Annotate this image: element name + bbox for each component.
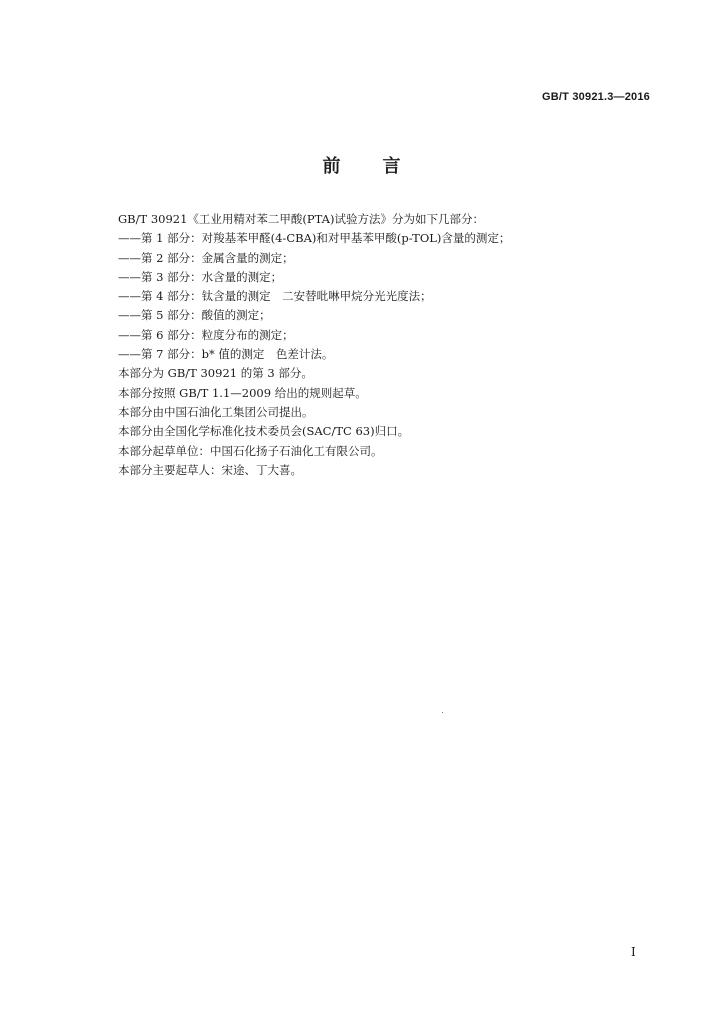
list-item-part-1: ——第 1 部分：对羧基苯甲醛(4-CBA)和对甲基苯甲酸(p-TOL)含量的测定； <box>118 231 511 246</box>
drafting-organization: 本部分起草单位：中国石化扬子石油化工有限公司。 <box>118 443 383 458</box>
drafting-rules-statement: 本部分按照 GB/T 1.1—2009 给出的规则起草。 <box>118 385 367 400</box>
main-drafters: 本部分主要起草人：宋途、丁大喜。 <box>118 462 302 477</box>
foreword-body <box>118 210 658 480</box>
committee-statement: 本部分由全国化学标准化技术委员会(SAC/TC 63)归口。 <box>118 424 410 439</box>
page-title: 前 言 <box>322 156 403 177</box>
list-item-part-3: ——第 3 部分：水含量的测定； <box>118 269 283 284</box>
intro-paragraph: GB/T 30921《工业用精对苯二甲酸(PTA)试验方法》分为如下几部分： <box>118 212 484 226</box>
list-item-part-6: ——第 6 部分：粒度分布的测定； <box>118 327 294 342</box>
list-item-part-4: ——第 4 部分：钛含量的测定 二安替吡啉甲烷分光光度法； <box>118 289 432 304</box>
scan-speck <box>442 712 443 713</box>
proposer-statement: 本部分由中国石油化工集团公司提出。 <box>118 404 314 419</box>
list-item-part-5: ——第 5 部分：酸值的测定； <box>118 308 271 323</box>
document-code: GB/T 30921.3—2016 <box>542 91 650 103</box>
part-statement: 本部分为 GB/T 30921 的第 3 部分。 <box>118 366 313 381</box>
page-number: I <box>631 945 636 959</box>
list-item-part-2: ——第 2 部分：金属含量的测定； <box>118 250 294 265</box>
list-item-part-7: ——第 7 部分：b* 值的测定 色差计法。 <box>118 347 334 362</box>
